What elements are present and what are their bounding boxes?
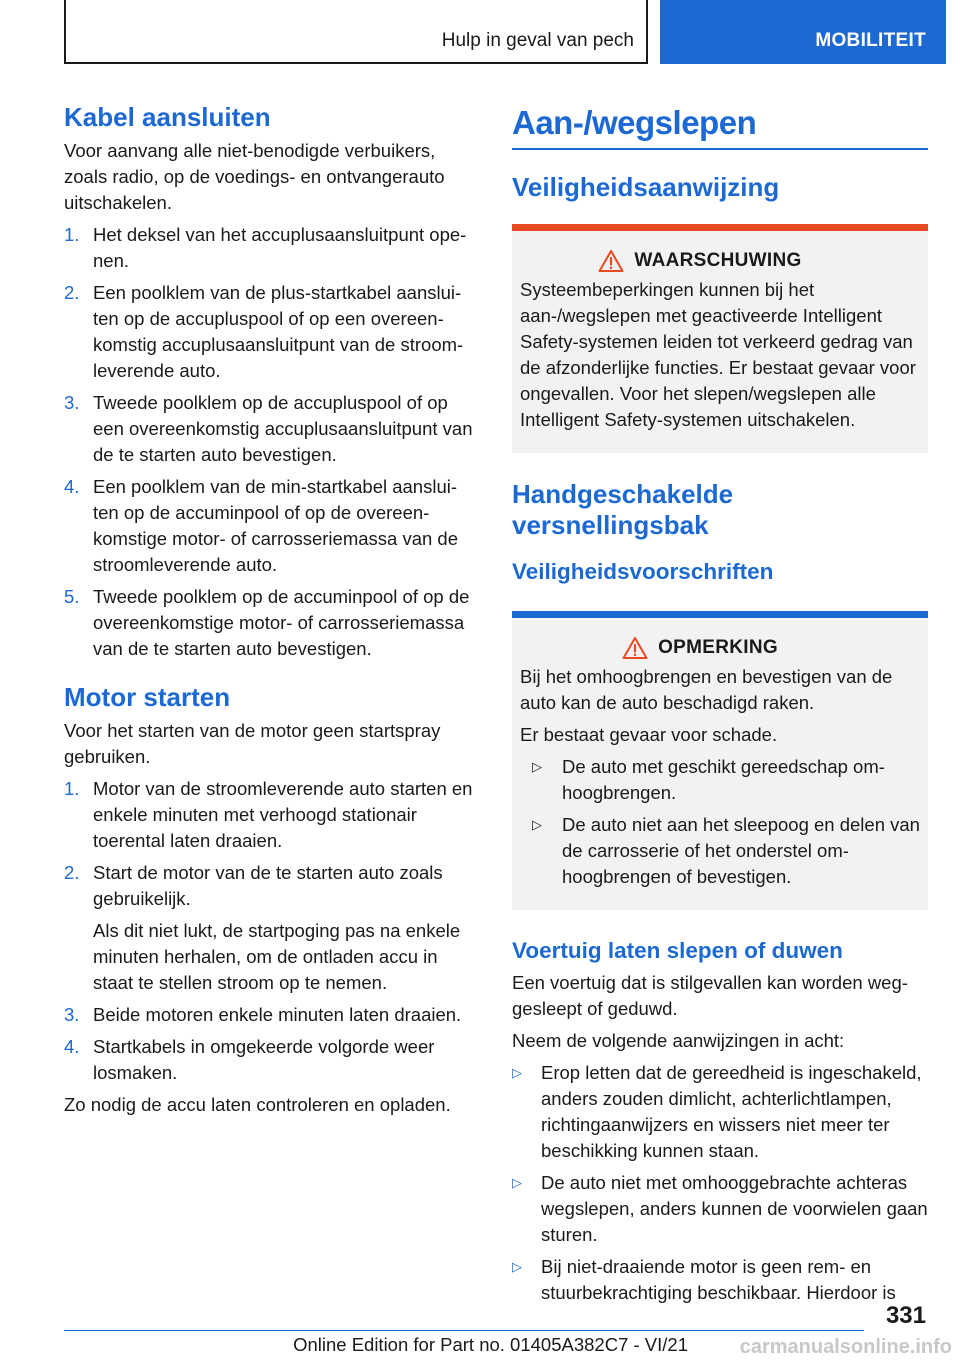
step-text: Een poolklem van de min-startkabel aansluiten op de accuminpool of op de overeenkomstige motor- of carrosseriemassa van de stroomleverende auto. [93,476,458,575]
list-item [64,474,476,578]
motor-heading: Motor starten [64,682,231,712]
step-number: 4. [64,1036,80,1057]
note-text: Bij het omhoogbrengen en bevestigen van de auto kan de auto beschadigd raken. [520,666,893,713]
note-title [520,636,920,660]
kabel-steps [64,222,476,662]
step-number: 3. [64,1004,80,1025]
triangle-bullet-icon: ▷ [532,817,542,832]
edition-text: Online Edition for Part no. 01405A382C7 - VI/21 [293,1334,688,1355]
kabel-intro: Voor aanvang alle niet-benodigde verbuikers, zoals radio, op de voedings- en ontvangerauto uitschakelen. [64,140,445,213]
header-chapter-tab [660,0,946,64]
step-number: 1. [64,778,80,799]
tow-text: Neem de volgende aanwijzingen in acht: [512,1030,845,1051]
list-item [64,776,476,854]
list-item [532,754,920,806]
triangle-bullet-icon: ▷ [512,1259,522,1274]
step-text: Tweede poolklem op de accuminpool of op de overeenkomstige motor- of carrosseriemassa van de te starten auto bevestigen. [93,586,470,659]
step-text: Beide motoren enkele minuten laten draaien. [93,1004,462,1025]
list-item [64,860,476,996]
list-item [64,280,476,384]
list-item-text: Erop letten dat de gereedheid is ingeschakeld, anders zouden dimlicht, achterlichtlampen, richtingaanwijzers en wissers niet meer ter beschikking kunnen staan. [541,1062,922,1161]
warning-box [512,224,928,453]
list-item [64,222,476,274]
triangle-bullet-icon: ▷ [512,1175,522,1190]
header-section-box [64,0,648,64]
list-item-text: De auto met geschikt gereedschap omhoogbrengen. [562,756,885,803]
step-number: 2. [64,862,80,883]
step-number: 3. [64,392,80,413]
step-number: 5. [64,586,80,607]
left-column [64,100,476,1124]
list-item-text: De auto niet aan het sleepoog en delen van de carrosserie of het onderstel omhoogbrengen of bevestigen. [562,814,920,887]
title-rule [512,148,928,150]
motor-outro: Zo nodig de accu laten controleren en opladen. [64,1094,451,1115]
list-item [64,390,476,468]
kabel-heading: Kabel aansluiten [64,102,271,132]
triangle-bullet-icon: ▷ [532,759,542,774]
step-extra-text: Als dit niet lukt, de startpoging pas na enkele minuten herhalen, om de ontladen accu in staat te stellen stroom op te nemen. [93,920,461,993]
note-list [520,754,920,890]
step-number: 4. [64,476,80,497]
note-text: Er bestaat gevaar voor schade. [520,724,778,745]
list-item [64,1034,476,1086]
page-title: Aan-/wegslepen [512,104,757,141]
motor-steps [64,776,476,1086]
gearbox-heading: Handgeschakelde versnellingsbak [512,479,734,540]
list-item-text: De auto niet met omhooggebrachte achteras wegslepen, anders kunnen de voorwielen gaan sturen. [541,1172,928,1245]
step-text: Een poolklem van de plus-startkabel aansluiten op de accupluspool of op een overeenkomstig accuplusaansluitpunt van de stroomleverende auto. [93,282,464,381]
warning-text: Systeembeperkingen kunnen bij het aan-/wegslepen met geactiveerde Intelligent Safety-systemen leiden tot verkeerd gedrag van de afzonderlijke functies. Er bestaat gevaar voor ongevallen. Voor het slepen/wegslepen alle Intelligent Safety-systemen uitschakelen. [520,279,916,430]
list-item [512,1170,928,1248]
page-number: 331 [885,1302,926,1329]
right-column [512,100,928,1312]
step-number: 1. [64,224,80,245]
header-section-title: Hulp in geval van pech [441,30,634,51]
tow-heading: Voertuig laten slepen of duwen [512,938,843,963]
regulations-heading: Veiligheidsvoorschriften [512,559,774,584]
step-text: Startkabels in omgekeerde volgorde weer losmaken. [93,1036,435,1083]
triangle-bullet-icon: ▷ [512,1065,522,1080]
warning-triangle-icon [622,636,648,660]
list-item [64,1002,476,1028]
header-chapter-label: MOBILITEIT [815,30,926,51]
warning-title [520,249,920,273]
note-label: OPMERKING [658,637,778,658]
list-item [532,812,920,890]
step-text: Tweede poolklem op de accupluspool of op een overeenkomstig accuplusaansluitpunt van de te starten auto bevestigen. [93,392,473,465]
warning-triangle-icon [598,249,624,273]
warning-label: WAARSCHUWING [634,250,802,271]
list-item [512,1254,928,1306]
motor-intro: Voor het starten van de motor geen startspray gebruiken. [64,720,441,767]
list-item-text: Bij niet-draaiende motor is geen rem- en stuurbekrachtiging beschikbaar. Hierdoor is [541,1256,896,1303]
list-item [512,1060,928,1164]
tow-text: Een voertuig dat is stilgevallen kan worden weggesleept of geduwd. [512,972,908,1019]
step-text: Start de motor van de te starten auto zoals gebruikelijk. [93,862,443,909]
step-number: 2. [64,282,80,303]
step-text: Het deksel van het accuplusaansluitpunt openen. [93,224,467,271]
note-box [512,611,928,910]
tow-list [512,1060,928,1306]
step-text: Motor van de stroomleverende auto starten en enkele minuten met verhoogd stationair toerental laten draaien. [93,778,473,851]
list-item [64,584,476,662]
safety-heading: Veiligheidsaanwijzing [512,172,780,202]
watermark: carmanualsonline.info [739,1336,952,1358]
